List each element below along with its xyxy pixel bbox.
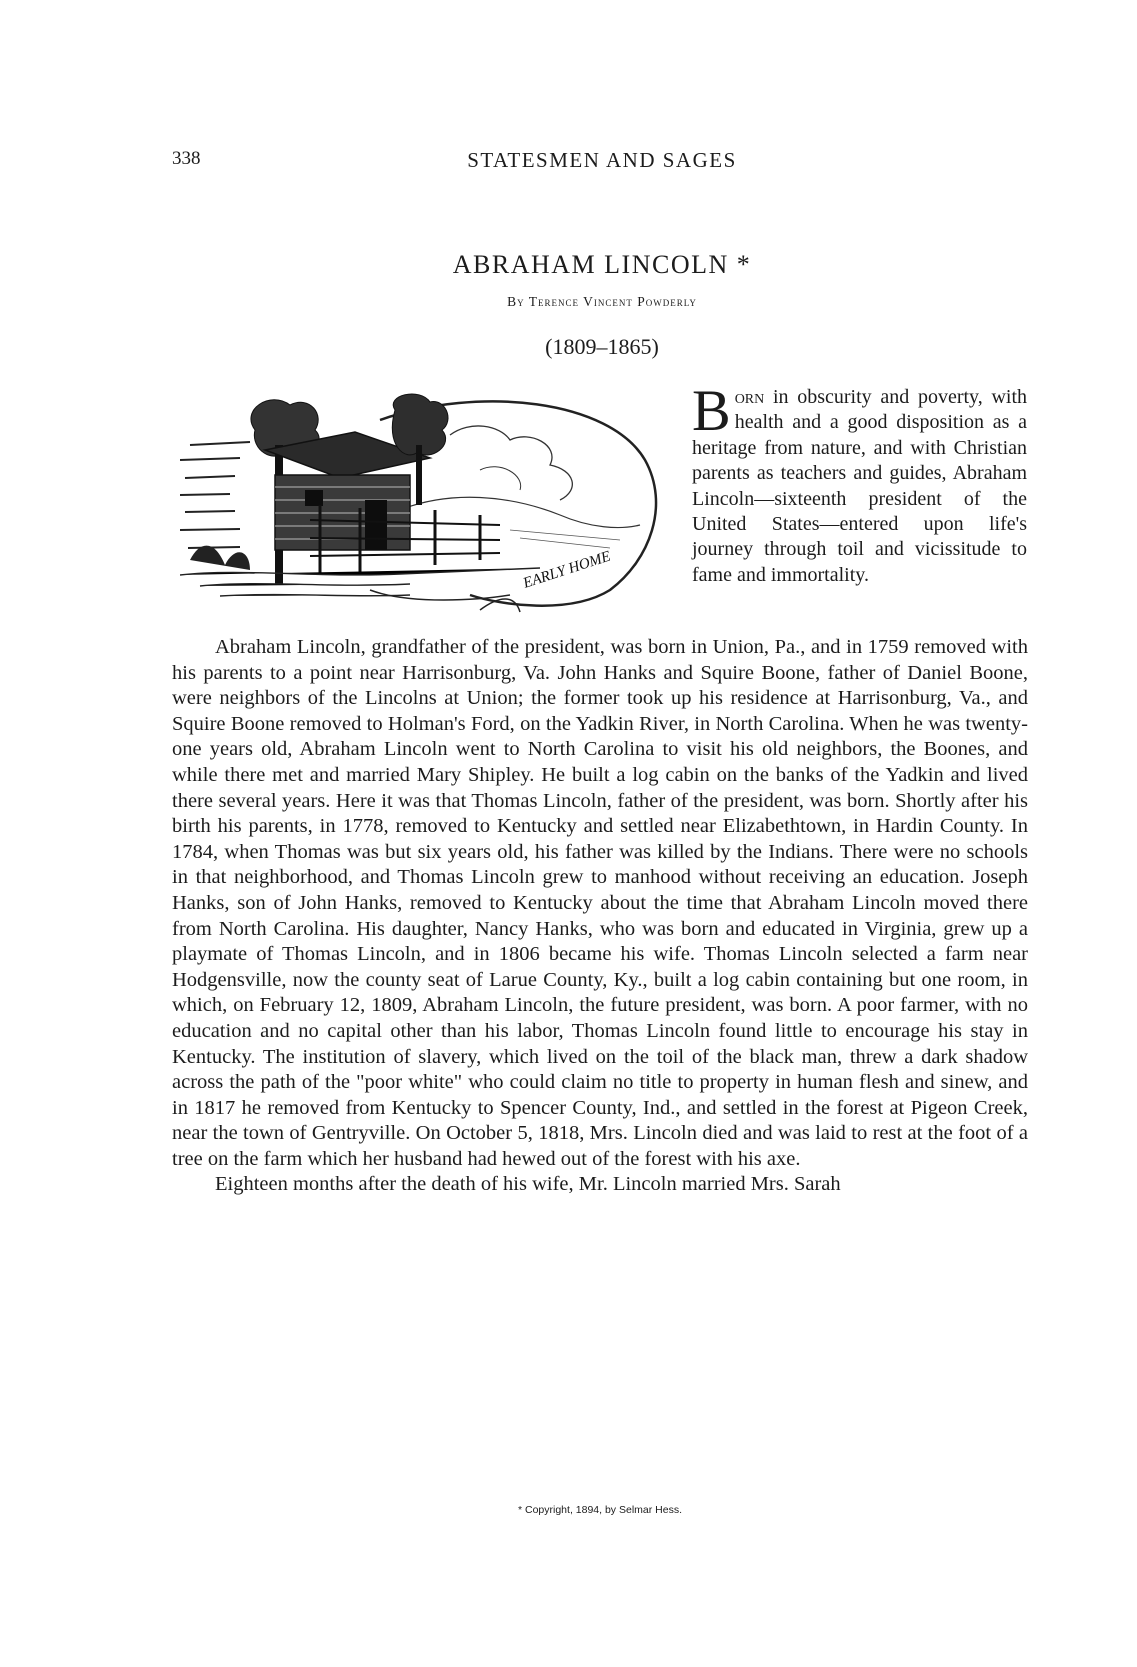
paragraph: Abraham Lincoln, grandfather of the president, was born in Union, Pa., and in 1759 removed with his parents to a point near Harrisonburg, Va. John Hanks and Squire Boone, father of Daniel Boone, were neighbors of the Lincolns at Union; the former took up his residence at Harrisonburg, Va., and Squire Boone removed to Holman's Ford, on the Yadkin River, in North Carolina. When he was twenty-one years old, Abraham Lincoln went to North Carolina to visit his old neighbors, the Boones, and while there met and married Mary Shipley. He built a log cabin on the banks of the Yadkin and lived there several years. Here it was that Thomas Lincoln, father of the president, was born. Shortly after his birth his parents, in 1778, removed to Kentucky and settled near Elizabethtown, in Hardin County. In 1784, when Thomas was but six years old, his father was killed by the Indians. There were no schools in that neighborhood, and Thomas Lincoln grew to manhood without receiving an education. Joseph Hanks, son of John Hanks, removed to Kentucky about the time that Abraham Lincoln moved there from North Carolina. His daughter, Nancy Hanks, who was born and educated in Virginia, grew up a playmate of Thomas Lincoln, and in 1806 became his wife. Thomas Lincoln selected a farm near Hodgensville, now the county seat of Larue County, Ky., built a log cabin containing but one room, in which, on February 12, 1809, Abraham Lincoln, the future president, was born. A poor farmer, with no education and no capital other than his labor, Thomas Lincoln found little to encourage his stay in Kentucky. The institution of slavery, which lived on the toil of the black man, threw a dark shadow across the path of the "poor white" who could claim no title to property in human flesh and sinew, and in 1817 he removed from Kentucky to Spencer County, Ind., and settled in the forest at Pigeon Creek, near the town of Gentryville. On October 5, 1818, Mrs. Lincoln died and was laid to rest at the foot of a tree on the farm which her husband had hewed out of the forest with his axe. — [172, 636, 1028, 1170]
page-number: 338 — [172, 148, 201, 169]
intro-lead-word: orn — [734, 386, 765, 408]
running-head: STATESMEN AND SAGES — [467, 148, 737, 172]
article-byline: By Terence Vincent Powderly — [507, 294, 697, 309]
intro-text: in obscurity and poverty, with health and a good disposition as a heritage from nature, and with Christian parents as teachers and guides, Abraham Lincoln—sixteenth president of the United States—entered upon life's journey through toil and vicissitude to fame and immortality. — [692, 386, 1027, 586]
illustration-caption: EARLY HOME — [521, 548, 613, 592]
drop-cap: B — [692, 378, 731, 443]
footnote: * Copyright, 1894, by Selmar Hess. — [518, 1504, 682, 1516]
intro-paragraph — [692, 378, 1027, 588]
article-dates: (1809–1865) — [545, 334, 659, 359]
paragraph: Eighteen months after the death of his wife, Mr. Lincoln married Mrs. Sarah — [215, 1173, 841, 1196]
article-title: ABRAHAM LINCOLN * — [452, 250, 752, 279]
early-home-illustration — [180, 390, 670, 622]
body-text — [172, 635, 1028, 1198]
page-header — [172, 148, 1032, 178]
